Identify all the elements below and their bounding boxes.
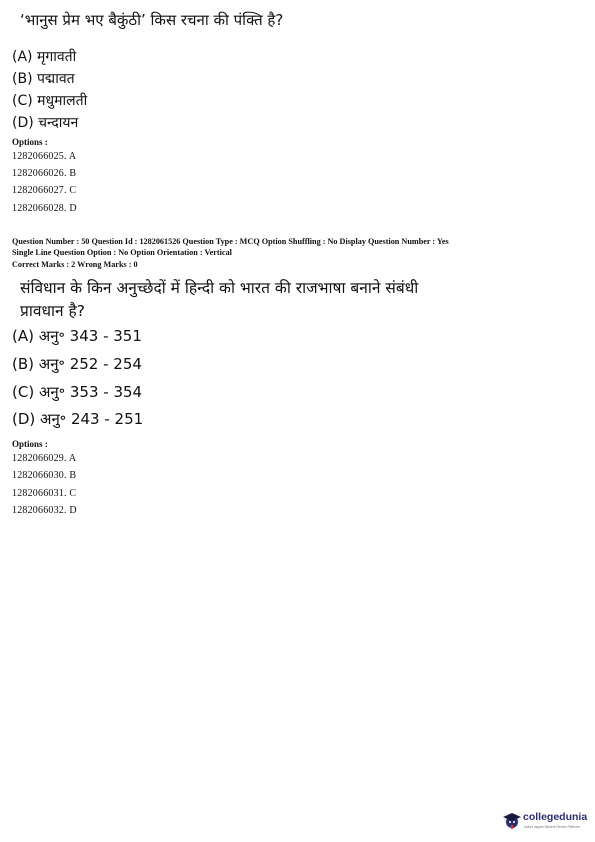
question-1-text: ‘भानुस प्रेम भए बैकुंठी’ किस रचना की पंक्ति है? bbox=[20, 11, 284, 29]
q2-option-id-a: 1282066029. A bbox=[12, 453, 77, 464]
q1-option-id-c: 1282066027. C bbox=[12, 185, 77, 196]
question-2-text-line-2: प्रावधान है? bbox=[20, 302, 85, 320]
q1-option-d: (D) चन्दायन bbox=[12, 115, 79, 131]
q2-meta-line-3: Correct Marks : 2 Wrong Marks : 0 bbox=[12, 260, 138, 269]
q2-option-b: (B) अनु॰ 252 - 254 bbox=[12, 355, 142, 373]
q2-option-a: (A) अनु॰ 343 - 351 bbox=[12, 327, 142, 345]
q2-meta-line-1: Question Number : 50 Question Id : 1282061526 Question Type : MCQ Option Shuffling : No Display Question Number : Yes bbox=[12, 237, 449, 246]
q2-option-id-b: 1282066030. B bbox=[12, 470, 77, 481]
question-2-text-line-1: संविधान के किन अनुच्छेदों में हिन्दी को भारत की राजभाषा बनाने संबंधी bbox=[20, 279, 419, 297]
q2-option-id-d: 1282066032. D bbox=[12, 505, 77, 516]
q1-option-id-a: 1282066025. A bbox=[12, 151, 77, 162]
q1-option-a: (A) मृगावती bbox=[12, 49, 77, 65]
graduate-cap-icon bbox=[502, 810, 522, 830]
q1-option-b: (B) पद्मावत bbox=[12, 71, 75, 87]
q1-option-c: (C) मधुमालती bbox=[12, 93, 88, 109]
q2-option-c: (C) अनु॰ 353 - 354 bbox=[12, 383, 143, 401]
q2-options-label: Options : bbox=[12, 439, 48, 449]
q1-option-id-b: 1282066026. B bbox=[12, 168, 77, 179]
q2-option-id-c: 1282066031. C bbox=[12, 488, 77, 499]
q2-option-d: (D) अनु॰ 243 - 251 bbox=[12, 410, 144, 428]
collegedunia-logo bbox=[502, 808, 592, 834]
q1-options-label: Options : bbox=[12, 137, 48, 147]
brand-name: collegedunia bbox=[523, 811, 588, 823]
q1-option-id-d: 1282066028. D bbox=[12, 203, 77, 214]
q2-meta-line-2: Single Line Question Option : No Option Orientation : Vertical bbox=[12, 248, 232, 257]
brand-tagline: India's largest Student Review Platform bbox=[524, 825, 580, 829]
